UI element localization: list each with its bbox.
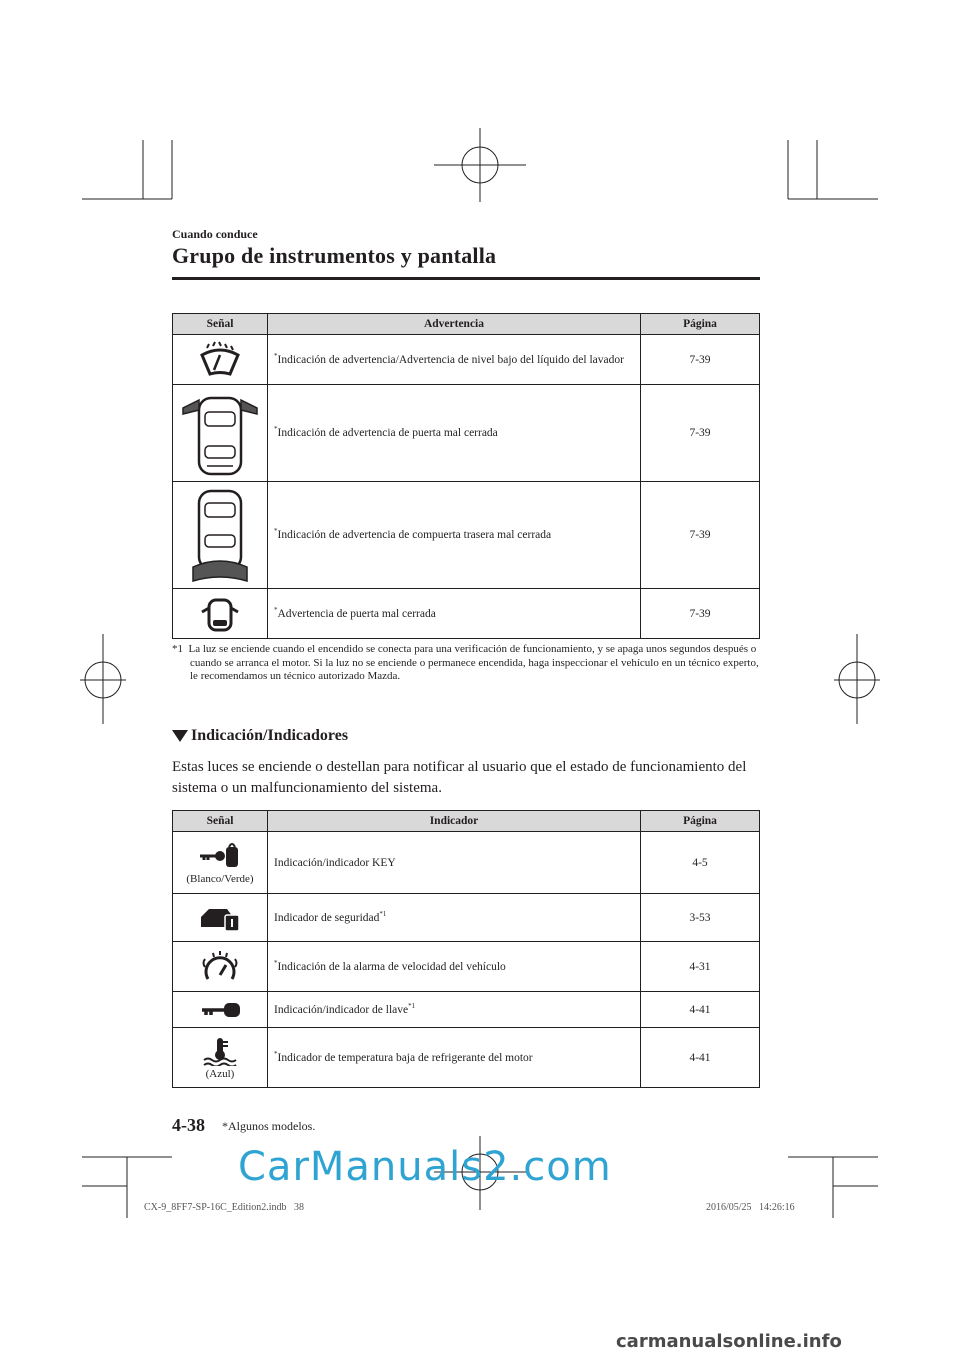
page-title: Grupo de instrumentos y pantalla xyxy=(172,243,497,268)
table-row xyxy=(173,589,760,639)
washer-fluid-icon xyxy=(197,341,243,379)
row-text: Indicación de advertencia/Advertencia de nivel bajo del líquido del lavador xyxy=(277,353,624,366)
row-text: Indicación de advertencia de compuerta trasera mal cerrada xyxy=(277,529,552,541)
footnote-ref: *1 xyxy=(408,1001,416,1010)
column-header: Señal xyxy=(173,811,268,832)
watermark: CarManuals2.com xyxy=(238,1144,612,1190)
liftgate-open-car-icon xyxy=(179,485,261,585)
signal-cell xyxy=(173,894,268,942)
key-lock-icon xyxy=(198,841,242,871)
row-text: Indicador de seguridad xyxy=(274,911,380,924)
row-text: Indicación de la alarma de velocidad del vehículo xyxy=(277,960,506,973)
row-text: Advertencia de puerta mal cerrada xyxy=(277,607,436,620)
color-label: (Azul) xyxy=(205,1067,235,1080)
signal-cell xyxy=(173,482,268,589)
indicator-table xyxy=(172,810,760,1088)
star-mark: * xyxy=(274,425,278,434)
signal-cell xyxy=(173,335,268,385)
star-mark: * xyxy=(274,527,278,536)
signal-cell xyxy=(173,1028,268,1088)
door-ajar-icon xyxy=(200,594,240,634)
row-text: Indicación/indicador de llave xyxy=(274,1003,409,1016)
row-text: Indicador de temperatura baja de refrigerante del motor xyxy=(277,1051,533,1064)
indicator-text xyxy=(268,992,641,1028)
table-row xyxy=(173,335,760,385)
section-paragraph: Estas luces se enciende o destellan para notificar al usuario que el estado de funcionamiento del sistema o un malfuncionamiento del sistema. xyxy=(172,759,747,796)
signal-cell xyxy=(173,832,268,894)
indicator-text xyxy=(268,1028,641,1088)
warning-table xyxy=(172,313,760,639)
table-row xyxy=(173,832,760,894)
indicator-text xyxy=(268,942,641,992)
page-ref: 4-41 xyxy=(641,1028,760,1088)
star-mark: * xyxy=(274,605,278,614)
page-ref: 3-53 xyxy=(641,894,760,942)
footnote-marker: *1 xyxy=(172,643,183,655)
page-ref: 4-5 xyxy=(641,832,760,894)
row-text: Indicación de advertencia de puerta mal cerrada xyxy=(277,427,498,439)
column-header: Indicador xyxy=(268,811,641,832)
page-number: 4-38 xyxy=(172,1115,205,1135)
signal-cell xyxy=(173,992,268,1028)
signal-cell xyxy=(173,942,268,992)
signal-cell xyxy=(173,385,268,482)
warning-text xyxy=(268,589,641,639)
section-label: Cuando conduce xyxy=(172,227,258,241)
table-row xyxy=(173,1028,760,1088)
table-header-row xyxy=(173,811,760,832)
door-open-car-icon xyxy=(179,388,261,478)
speed-alarm-icon xyxy=(199,949,241,985)
table-row xyxy=(173,894,760,942)
security-car-lock-icon xyxy=(197,903,243,933)
section-heading xyxy=(172,727,348,745)
star-mark: * xyxy=(274,1049,278,1058)
table-header-row xyxy=(173,314,760,335)
row-text: Indicación/indicador KEY xyxy=(274,856,396,869)
page-ref: 7-39 xyxy=(641,589,760,639)
triangle-bullet-icon xyxy=(172,730,188,742)
file-info: CX-9_8FF7-SP-16C_Edition2.indb 38 xyxy=(144,1202,305,1213)
page-ref: 4-41 xyxy=(641,992,760,1028)
table-row xyxy=(173,942,760,992)
date-info: 2016/05/25 14:26:16 xyxy=(706,1202,795,1213)
models-note: *Algunos modelos. xyxy=(222,1119,316,1133)
footnote xyxy=(172,643,762,684)
table-row xyxy=(173,482,760,589)
warning-text xyxy=(268,335,641,385)
column-header: Advertencia xyxy=(268,314,641,335)
star-mark: * xyxy=(274,351,278,360)
table-row xyxy=(173,992,760,1028)
warning-text xyxy=(268,482,641,589)
column-header: Página xyxy=(641,811,760,832)
brand-watermark: carmanualsonline.info xyxy=(616,1331,842,1352)
column-header: Señal xyxy=(173,314,268,335)
signal-cell xyxy=(173,589,268,639)
indicator-text xyxy=(268,832,641,894)
column-header: Página xyxy=(641,314,760,335)
table-row xyxy=(173,385,760,482)
title-rule xyxy=(172,277,760,280)
low-coolant-temp-icon xyxy=(202,1036,238,1066)
star-mark: * xyxy=(274,958,278,967)
color-label: (Blanco/Verde) xyxy=(186,872,254,885)
footnote-ref: *1 xyxy=(379,909,387,918)
key-icon xyxy=(198,1000,242,1020)
indicator-text xyxy=(268,894,641,942)
page-ref: 7-39 xyxy=(641,335,760,385)
footnote-text: La luz se enciende cuando el encendido se conecta para una verificación de funcionamiento, y se apaga unos segundos después o cuando se arranca el motor. Si la luz no se enciende o permanece encendida, haga inspeccionar el vehículo en un técnico experto, le recomendamos un técnico autorizado Mazda. xyxy=(188,643,759,682)
section-heading-text: Indicación/Indicadores xyxy=(191,727,349,744)
page-ref: 7-39 xyxy=(641,482,760,589)
page-ref: 4-31 xyxy=(641,942,760,992)
warning-text xyxy=(268,385,641,482)
page-ref: 7-39 xyxy=(641,385,760,482)
